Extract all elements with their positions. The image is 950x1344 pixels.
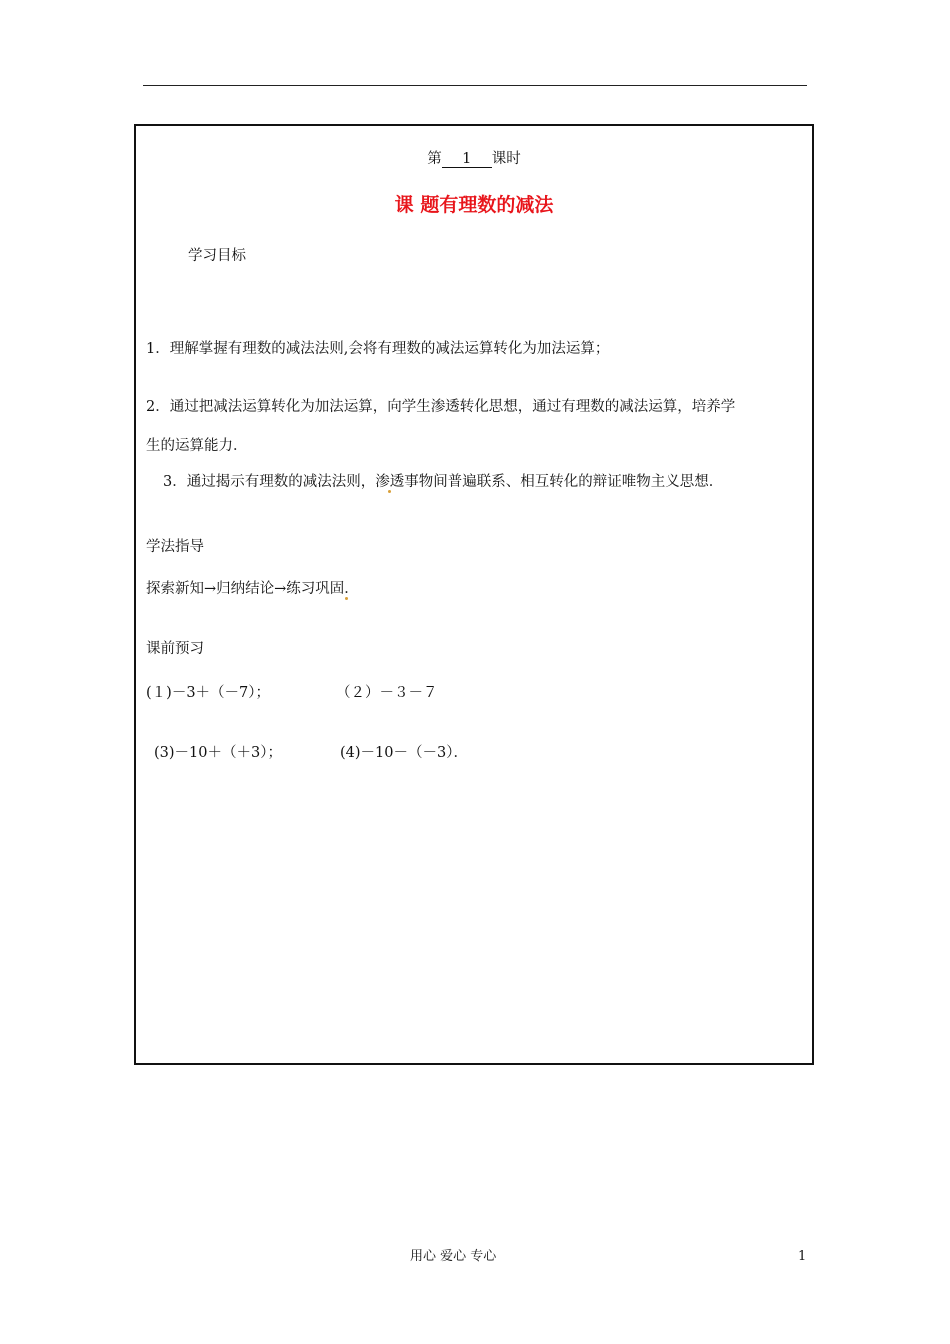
exercise-4: (4)－10－（－3）． <box>340 745 468 761</box>
lesson-prefix: 第 <box>427 151 442 167</box>
exercise-1: (１)－3＋（－7）； <box>146 685 271 701</box>
lesson-frame <box>134 124 814 1065</box>
lesson-number: 1 <box>442 151 492 168</box>
objective-1: 1．理解掌握有理数的减法法则,会将有理数的减法运算转化为加法运算； <box>146 341 610 357</box>
exercise-3: (3)－10＋（＋3）； <box>154 745 282 761</box>
lesson-period-line <box>136 149 812 169</box>
title-part-2: 题有理数的减法 <box>420 194 554 216</box>
method-text: 探索新知→归纳结论→练习巩固． <box>146 581 359 597</box>
exercise-2: （２）－３－７ <box>336 685 438 701</box>
objective-3: 3．通过揭示有理数的减法法则，渗透事物间普遍联系、相互转化的辩证唯物主义思想． <box>163 474 724 490</box>
preview-heading: 课前预习 <box>146 641 204 657</box>
page-title <box>136 193 812 217</box>
title-part-1: 课 <box>394 194 414 216</box>
method-heading: 学法指导 <box>146 539 204 555</box>
objectives-heading: 学习目标 <box>188 248 246 264</box>
objective-2-line-2: 生的运算能力． <box>146 438 248 454</box>
objective-2-line-1: 2．通过把减法运算转化为加法运算，向学生渗透转化思想，通过有理数的减法运算，培养学 <box>146 399 736 415</box>
header-rule <box>143 85 807 86</box>
annotation-mark <box>388 490 391 493</box>
page-number: 1 <box>798 1249 807 1264</box>
lesson-suffix: 课时 <box>491 151 521 167</box>
footer-slogan: 用心 爱心 专心 <box>410 1249 497 1264</box>
annotation-mark <box>345 597 348 600</box>
